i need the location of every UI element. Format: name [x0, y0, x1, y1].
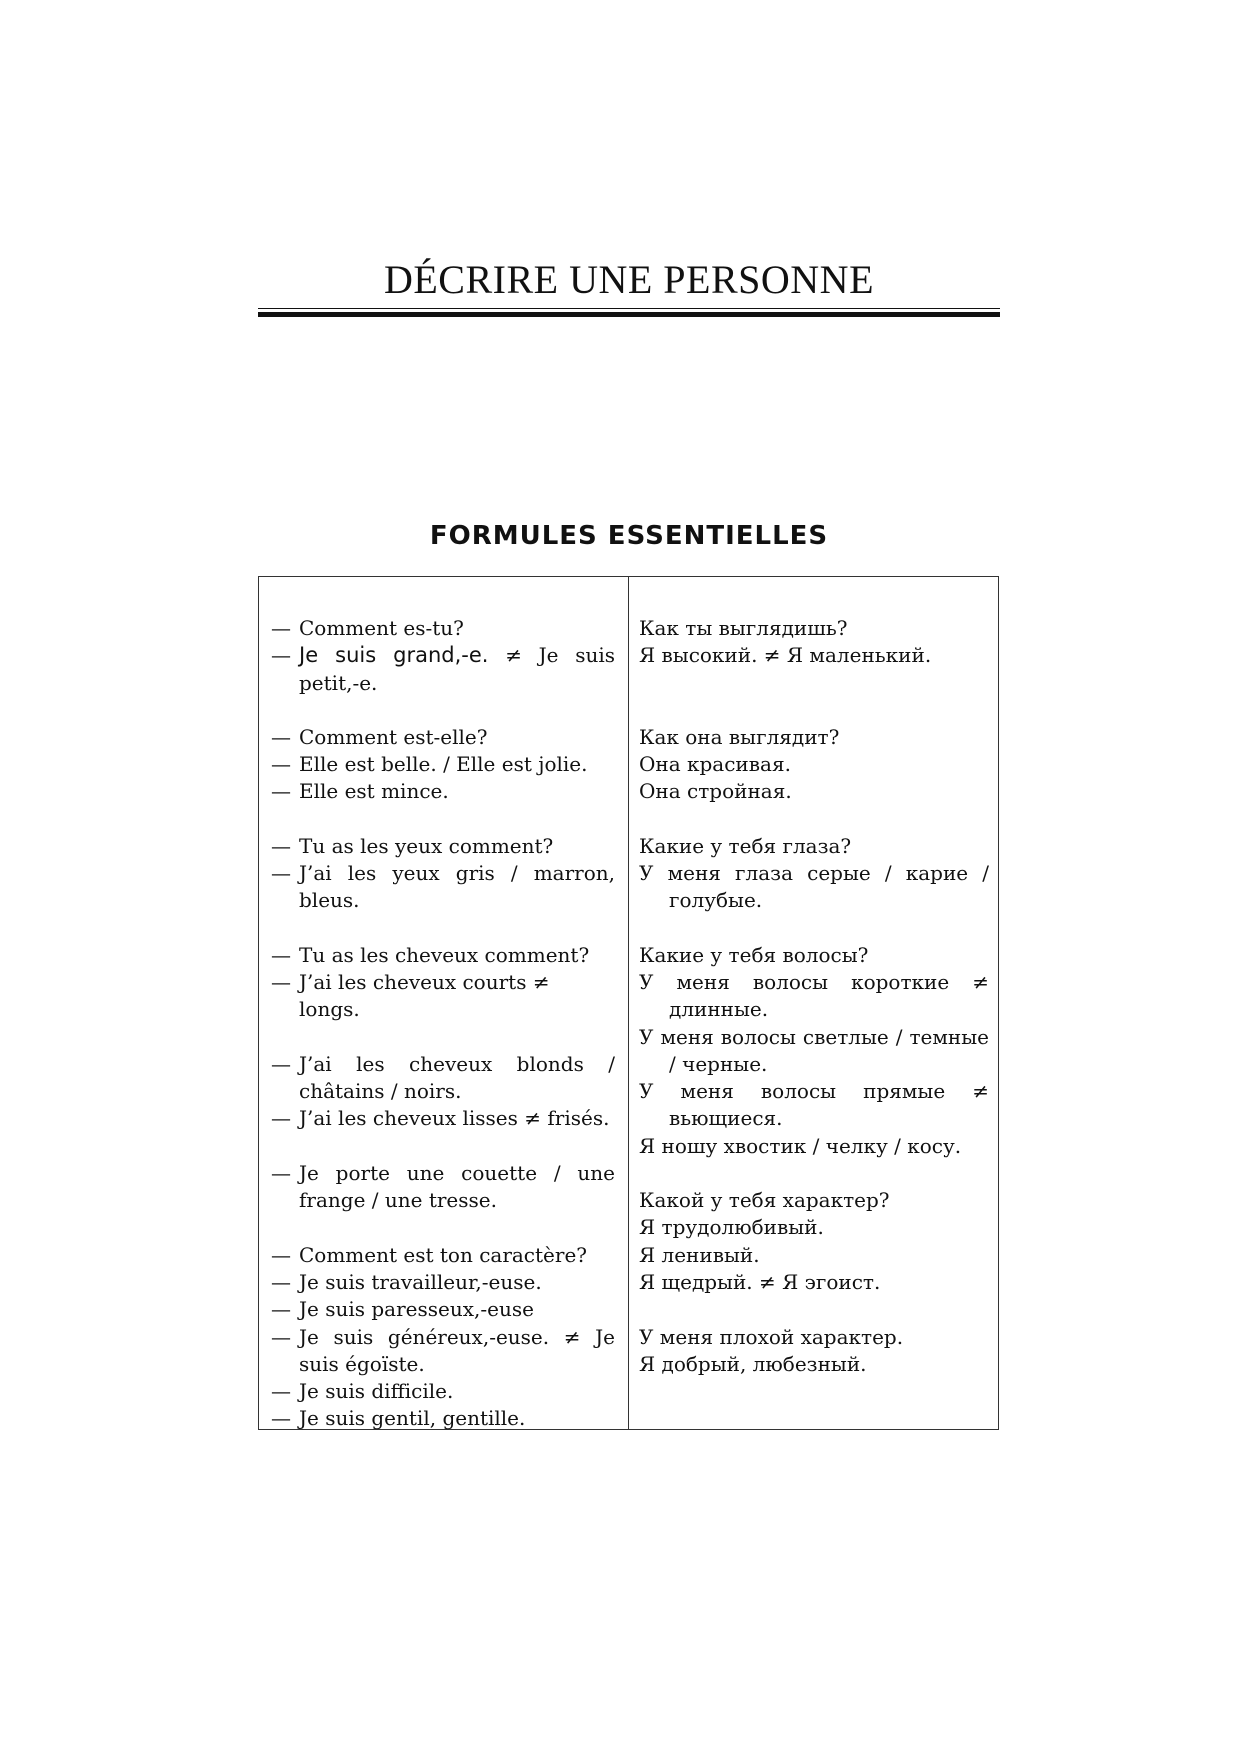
fr-text: Comment est ton caractère? [299, 1242, 587, 1267]
fr-line [271, 833, 615, 860]
ru-line: Я трудолюбивый. [639, 1215, 824, 1240]
fr-line [271, 860, 615, 915]
spacer [639, 1296, 989, 1323]
fr-text: Comment es-tu? [299, 616, 464, 640]
ru-line: У меня глаза серые / карие / голубые. [639, 861, 989, 913]
fr-line [271, 1324, 615, 1379]
dash: — [271, 969, 291, 994]
ru-line: Она стройная. [639, 779, 792, 804]
ru-line: У меня волосы светлые / темные / черные. [639, 1024, 989, 1076]
ru-line: Я щедрый. ≠ Я эгоист. [639, 1269, 881, 1294]
fr-line [271, 724, 615, 751]
fr-line [271, 942, 615, 969]
fr-text: Je suis difficile. [299, 1379, 454, 1404]
fr-line [271, 1296, 615, 1323]
fr-line [271, 969, 615, 1024]
fr-text: J’ai les yeux gris / marron, bleus. [299, 861, 615, 913]
fr-text: J’ai les cheveux blonds / châtains / noirs. [299, 1051, 615, 1104]
fr-line [271, 778, 615, 805]
title-rule-thick [258, 312, 1000, 317]
fr-line [271, 1160, 615, 1215]
ru-line: Какие у тебя волосы? [639, 942, 869, 967]
ru-line: Какие у тебя глаза? [639, 833, 852, 858]
ru-line: Я высокий. ≠ Я маленький. [639, 643, 932, 668]
dash: — [271, 1051, 291, 1076]
translation-group-hair [639, 942, 989, 1160]
dash: — [271, 1379, 291, 1404]
title-rule-thin [258, 308, 1000, 309]
ru-line: Как ты выглядишь? [639, 616, 848, 640]
dash: — [271, 833, 291, 858]
fr-text: Je porte une couette / une frange / une tresse. [299, 1161, 615, 1213]
fr-text: Je suis généreux,-euse. ≠ Je suis égoïste. [299, 1324, 615, 1376]
dash: — [271, 861, 291, 886]
fr-text: Tu as les yeux comment? [299, 833, 554, 858]
phrase-group-she [271, 724, 615, 806]
dash: — [271, 643, 291, 668]
ru-line: У меня плохой характер. [639, 1324, 904, 1349]
fr-line [271, 751, 615, 778]
dash: — [271, 616, 291, 640]
ru-line: Какой у тебя характер? [639, 1188, 890, 1213]
fr-line [271, 1269, 615, 1296]
fr-line [271, 1242, 615, 1269]
dash: — [271, 1106, 291, 1131]
dash: — [271, 1161, 291, 1186]
dash: — [271, 1324, 291, 1349]
phrase-group-appearance [271, 615, 615, 697]
french-column [271, 615, 615, 1460]
fr-text: Comment est-elle? [299, 724, 488, 749]
fr-line [271, 1378, 615, 1405]
russian-column [639, 615, 989, 1405]
dash: — [271, 779, 291, 804]
fr-text: Tu as les cheveux comment? [299, 942, 590, 967]
translation-group-eyes [639, 833, 989, 915]
dash: — [271, 1406, 291, 1431]
ru-line: У меня волосы прямые ≠ вьющиеся. [639, 1079, 989, 1131]
ru-line: Как она выглядит? [639, 724, 840, 749]
column-divider [628, 577, 629, 1429]
dash: — [271, 1269, 291, 1294]
page-title: DÉCRIRE UNE PERSONNE [383, 257, 875, 302]
dash: — [271, 752, 291, 777]
dash: — [271, 942, 291, 967]
fr-text: Elle est belle. / Elle est jolie. [299, 752, 588, 777]
spacer [271, 1024, 615, 1051]
ru-line: Я ленивый. [639, 1242, 760, 1267]
ru-line: Я добрый, любезный. [639, 1351, 867, 1376]
fr-text: Elle est mince. [299, 779, 449, 804]
ru-line: Я ношу хвостик / челку / косу. [639, 1133, 962, 1158]
ru-line: Она красивая. [639, 752, 791, 777]
phrase-table [258, 576, 999, 1430]
fr-text: ≠ Je suis petit,-e. [299, 643, 616, 695]
spacer [271, 1133, 615, 1160]
fr-text-sans: Je suis grand,-e. [299, 643, 489, 668]
fr-line [271, 1051, 615, 1106]
phrase-group-hair [271, 942, 615, 1215]
fr-text: Je suis paresseux,-euse [299, 1297, 534, 1322]
fr-line [271, 1405, 615, 1432]
spacer [639, 670, 989, 697]
ru-line: У меня волосы короткие ≠ длинные. [639, 969, 989, 1022]
fr-text: J’ai les cheveux lisses ≠ frisés. [299, 1106, 610, 1131]
translation-group-character [639, 1187, 989, 1378]
fr-line [271, 615, 615, 642]
dash: — [271, 1297, 291, 1322]
fr-line [271, 642, 615, 697]
section-heading: FORMULES ESSENTIELLES [429, 521, 829, 551]
translation-group-she [639, 724, 989, 806]
dash: — [271, 1242, 291, 1267]
fr-text: Je suis gentil, gentille. [299, 1406, 526, 1431]
fr-text: Je suis travailleur,-euse. [299, 1269, 542, 1294]
phrase-group-eyes [271, 833, 615, 915]
translation-group-appearance [639, 615, 989, 697]
phrase-group-character [271, 1242, 615, 1433]
dash: — [271, 724, 291, 749]
fr-text: J’ai les cheveux courts ≠ longs. [299, 969, 550, 1022]
fr-line [271, 1105, 615, 1132]
